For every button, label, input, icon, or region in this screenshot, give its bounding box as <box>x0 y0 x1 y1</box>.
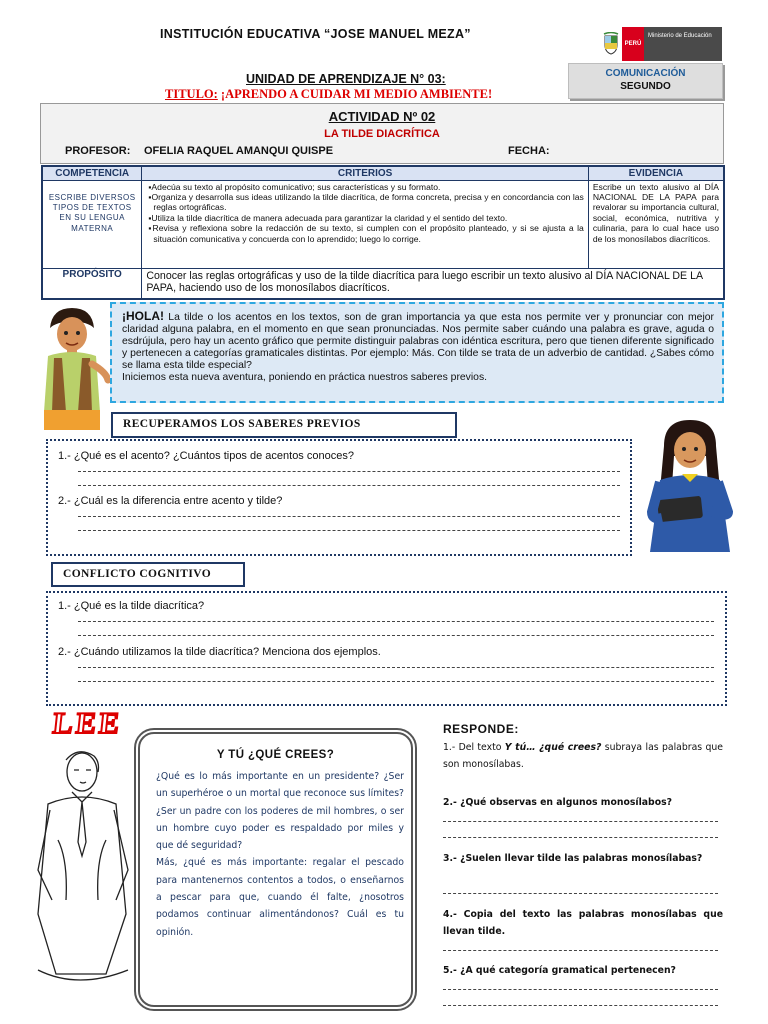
answer-line[interactable] <box>443 821 718 822</box>
teacher-label: PROFESOR: <box>65 145 131 157</box>
evidencia-cell: Escribe un texto alusivo al DÍA NACIONAL DE LA PAPA para revalorar su importancia cultural, social, económica, nutritiva y culinaria, para lo cual hace uso de los monosílabos diacríticos. <box>588 180 724 268</box>
intro-paragraph <box>122 310 714 372</box>
criterio-item: ▪Revisa y reflexiona sobre la redacción de su texto, si cumplen con el propósito planteado, y si se ajusta a la situación comunicativa y concuerda con lo aprendido; luego lo corrige. <box>148 223 584 244</box>
answer-line[interactable] <box>78 667 714 668</box>
story-frame <box>134 728 417 1011</box>
course-area: COMUNICACIÓN <box>605 68 686 79</box>
teacher-name: OFELIA RAQUEL AMANQUI QUISPE <box>144 145 334 157</box>
answer-line[interactable] <box>78 516 620 517</box>
intro-greeting: ¡HOLA! <box>122 309 164 323</box>
criterio-item: ▪Adecúa su texto al propósito comunicativo; sus características y su formato. <box>148 181 441 192</box>
competencia-cell: ESCRIBE DIVERSOS TIPOS DE TEXTOS EN SU LENGUA MATERNA <box>42 180 142 268</box>
unit-subtitle <box>165 87 492 102</box>
course-grade: SEGUNDO <box>620 81 671 92</box>
answer-line[interactable] <box>78 621 714 622</box>
boy-illustration <box>36 306 112 432</box>
responde-q4: 4.- Copia del texto las palabras monosílabas que llevan tilde. <box>443 909 723 937</box>
answer-line[interactable] <box>78 485 620 486</box>
header-evidencia: EVIDENCIA <box>588 166 724 180</box>
activity-subtitle: LA TILDE DIACRÍTICA <box>324 128 440 140</box>
proposito-label: PROPÓSITO <box>42 268 142 299</box>
conflicto-label: CONFLICTO COGNITIVO <box>51 562 245 587</box>
answer-line[interactable] <box>443 893 718 894</box>
proposito-text: Conocer las reglas ortográficas y uso de la tilde diacrítica para luego escribir un texto alusivo al DÍA NACIONAL DE LA PAPA, haciendo uso de los monosílabos diacríticos. <box>142 268 724 299</box>
intro-text: La tilde o los acentos en los textos, son de gran importancia ya que esta nos permite ver y pronunciar con mejor claridad alguna palabra, en el momento en que sean pronunciadas. Nos permite saber cuándo una palabra es grave, aguda o esdrújula, pero hay un acento gráfico que permite distinguir palabras con idéntica escritura, pero que tienen diferente significado y pertenecen a categorías gramaticales distintas. Por ejemplo: Más. Con tilde se trata de un adverbio de cantidad. ¿Sabes cómo se llama esta tilde especial? <box>122 312 715 372</box>
criterio-item: ▪Organiza y desarrolla sus ideas utilizando la tilde diacrítica, de forma concreta, precisa y en concordancia con las reglas ortográficas. <box>148 191 584 213</box>
responde-q3: 3.- ¿Suelen llevar tilde las palabras monosílabas? <box>443 853 703 864</box>
q1-part: subraya las palabras que son monosílabas. <box>443 742 723 770</box>
lee-banner: LEE <box>51 707 124 740</box>
responde-q5: 5.- ¿A qué categoría gramatical pertenecen? <box>443 965 676 976</box>
answer-line[interactable] <box>78 471 620 472</box>
header-competencia: COMPETENCIA <box>42 166 142 180</box>
answer-line[interactable] <box>78 530 620 531</box>
header-criterios: CRITERIOS <box>142 166 588 180</box>
president-illustration <box>28 740 138 1010</box>
minedu-logo <box>600 27 722 61</box>
story-paragraph: ¿Qué es lo más importante en un presidente? ¿Ser un superhéroe o un mortal que reconoce sus límites? ¿Ser un padre con los poderes de mil hombres, o ser un hombre cuyo poder es respaldado por miles y que dé seguridad? <box>156 771 404 852</box>
responde-q2: 2.- ¿Qué observas en algunos monosílabos? <box>443 797 673 808</box>
title-text: ¡APRENDO A CUIDAR MI MEDIO AMBIENTE! <box>217 87 493 101</box>
criterios-cell <box>142 180 588 268</box>
competence-table <box>41 165 725 300</box>
story-title: Y TÚ ¿QUÉ CREES? <box>216 749 335 761</box>
answer-line[interactable] <box>78 635 714 636</box>
answer-line[interactable] <box>443 950 718 951</box>
course-area-box <box>568 63 723 99</box>
logo-ministry: Ministerio de Educación <box>644 27 722 61</box>
date-label: FECHA: <box>508 145 550 157</box>
responde-label: RESPONDE: <box>443 722 519 736</box>
story-body <box>156 768 404 941</box>
q1-part: 1.- Del texto <box>443 742 505 753</box>
school-name: INSTITUCIÓN EDUCATIVA “JOSE MANUEL MEZA” <box>160 27 471 41</box>
unit-title: UNIDAD DE APRENDIZAJE N° 03: <box>246 72 446 86</box>
girl-illustration <box>644 418 746 558</box>
saberes-q2: 2.- ¿Cuál es la diferencia entre acento y tilde? <box>58 495 283 507</box>
conflicto-q1: 1.- ¿Qué es la tilde diacrítica? <box>58 600 205 612</box>
q1-story-ref: Y tú… ¿qué crees? <box>504 742 602 753</box>
logo-peru: PERÚ <box>622 27 644 61</box>
answer-line[interactable] <box>443 837 718 838</box>
responde-q1 <box>443 739 723 773</box>
saberes-box <box>46 439 632 556</box>
intro-box <box>110 302 724 403</box>
criterio-item: ▪Utiliza la tilde diacrítica de manera adecuada para garantizar la claridad y el sentido del texto. <box>148 212 508 223</box>
title-label: TITULO: <box>165 87 218 101</box>
saberes-q1: 1.- ¿Qué es el acento? ¿Cuántos tipos de acentos conoces? <box>58 450 354 462</box>
answer-line[interactable] <box>78 681 714 682</box>
intro-closing: Iniciemos esta nueva aventura, poniendo en práctica nuestros saberes previos. <box>122 372 488 384</box>
conflicto-q2: 2.- ¿Cuándo utilizamos la tilde diacrítica? Menciona dos ejemplos. <box>58 646 381 658</box>
activity-title: ACTIVIDAD Nº 02 <box>328 109 436 124</box>
conflicto-box <box>46 591 727 706</box>
answer-line[interactable] <box>443 1005 718 1006</box>
story-paragraph: Más, ¿qué es más importante: regalar el pescado para mantenernos contentos a todos, o enseñarnos a pescar para que, cuando él falte, ¿nosotros podamos continuar alimentándonos? Cuál es tu opinión. <box>156 857 404 938</box>
coat-of-arms-icon <box>600 27 622 61</box>
activity-header <box>40 103 724 164</box>
answer-line[interactable] <box>443 989 718 990</box>
saberes-label: RECUPERAMOS LOS SABERES PREVIOS <box>111 412 457 438</box>
